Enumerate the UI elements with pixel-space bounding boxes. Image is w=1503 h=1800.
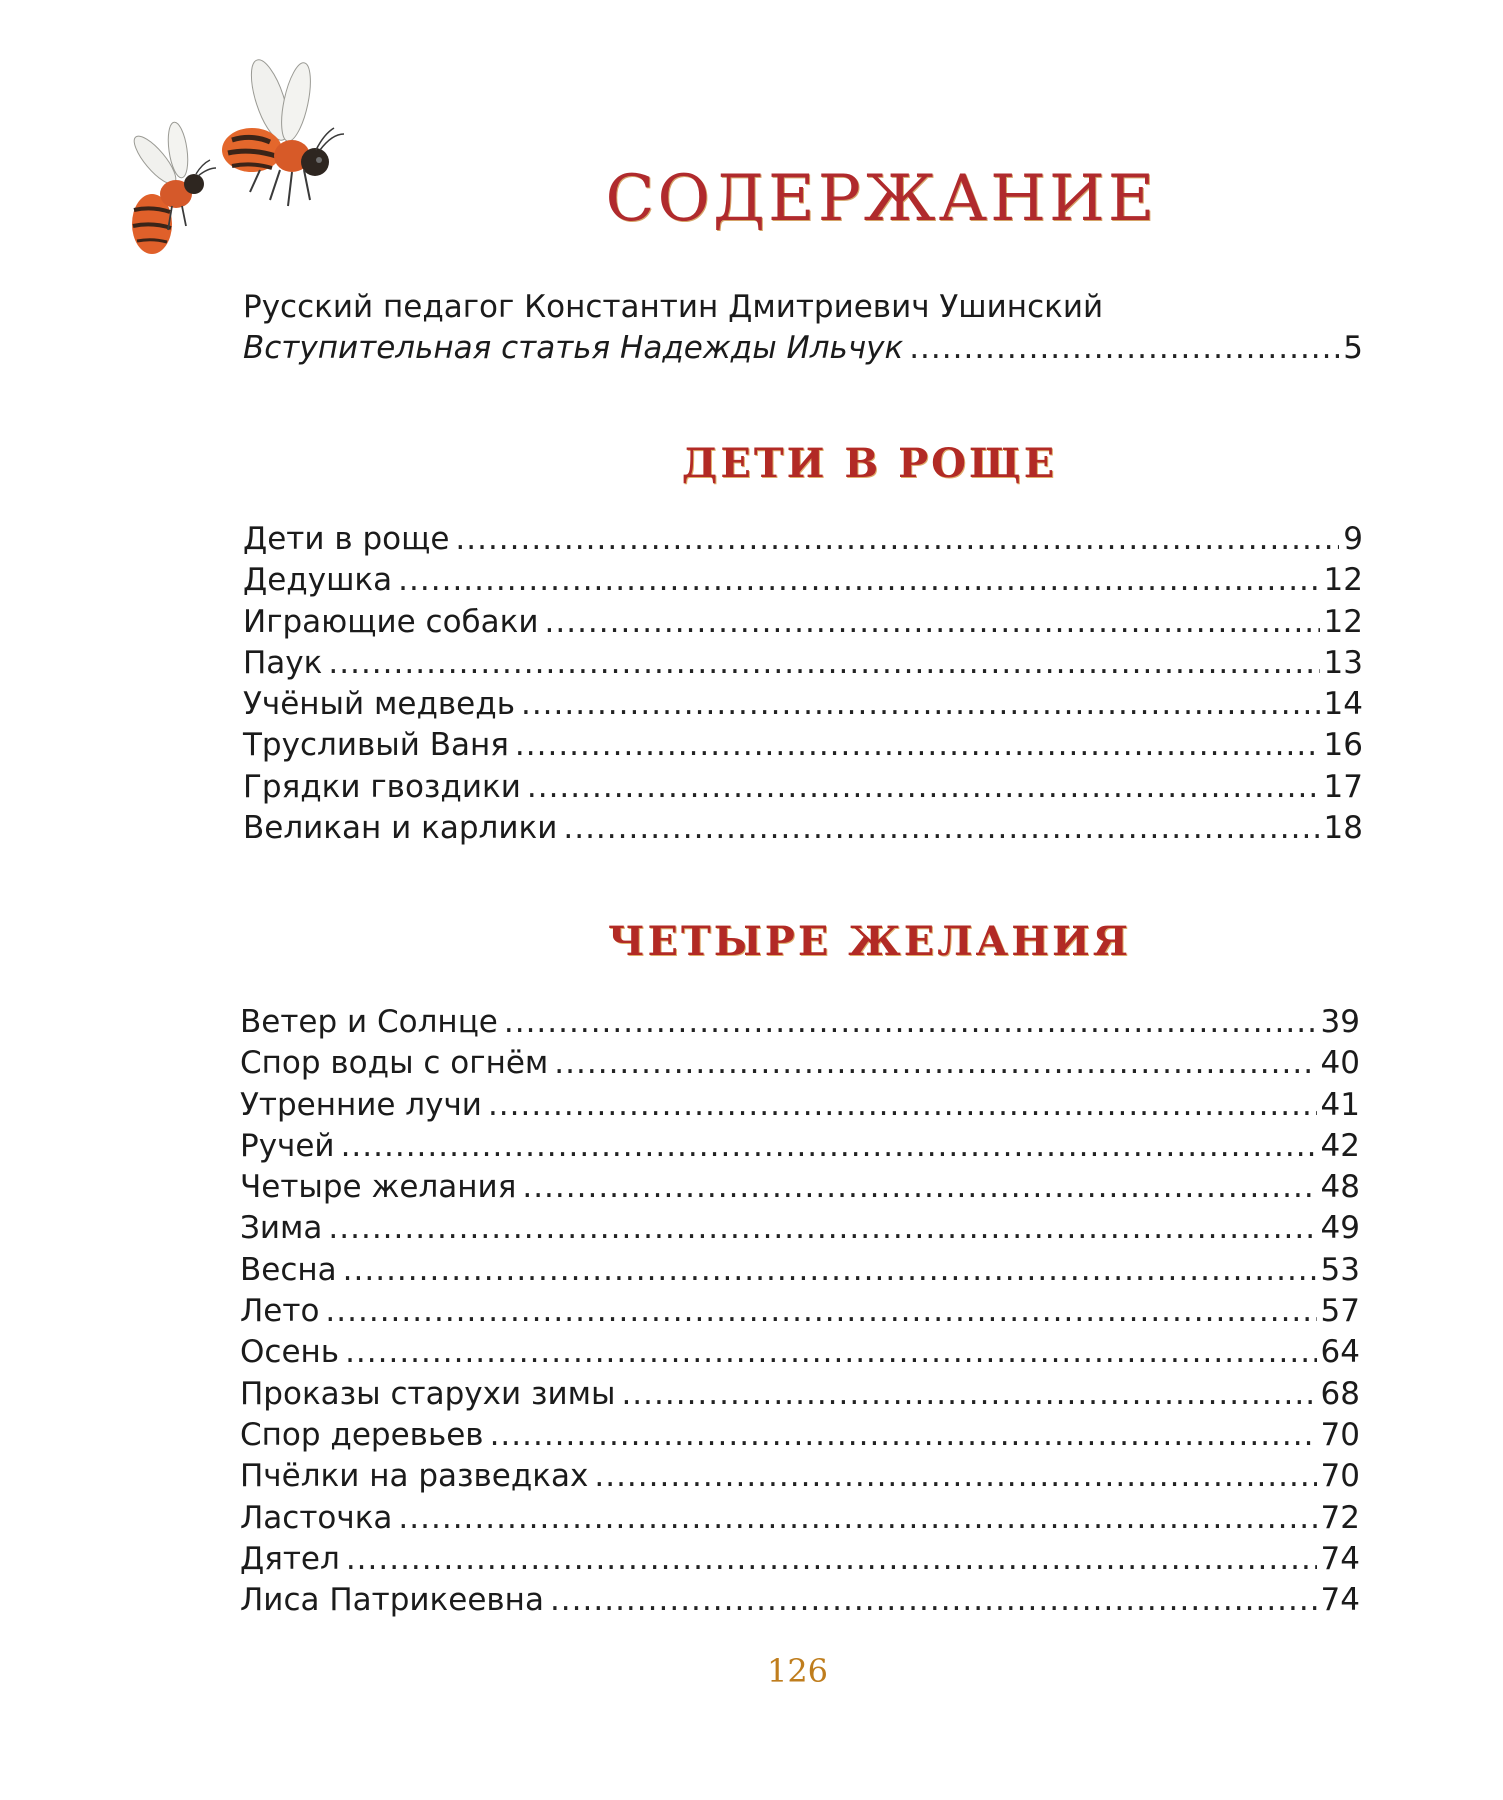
toc-entry [243, 602, 1363, 643]
toc-list [240, 1002, 1360, 1621]
toc-entry-page: 64 [1320, 1334, 1360, 1371]
toc-entry [240, 1126, 1360, 1167]
toc-entry [243, 519, 1363, 560]
toc-list [243, 519, 1363, 849]
toc-entry-page: 14 [1323, 686, 1363, 723]
toc-entry [240, 1374, 1360, 1415]
toc-entry [243, 808, 1363, 849]
toc-entry [240, 1250, 1360, 1291]
dot-leader [325, 1291, 1316, 1332]
dot-leader [515, 725, 1320, 766]
toc-entry-label: Вступительная статья Надежды Ильчук [243, 330, 904, 366]
toc-entry-label: Четыре желания [240, 1169, 517, 1206]
toc-entry-page: 17 [1323, 768, 1363, 805]
toc-entry-label: Дети в роще [243, 521, 450, 557]
toc-entry-label: Паук [243, 644, 323, 681]
dot-leader [398, 560, 1319, 601]
toc-entry-page: 16 [1323, 727, 1363, 764]
dot-leader [563, 808, 1319, 849]
dot-leader [345, 1332, 1316, 1373]
toc-entry-label: Дедушка [243, 562, 393, 599]
toc-entry-label: Ветер и Солнце [240, 1004, 498, 1040]
toc-entry [240, 1291, 1360, 1332]
toc-entry-label: Весна [240, 1251, 337, 1288]
toc-entry-page: 18 [1323, 810, 1363, 847]
toc-entry-label: Проказы старухи зимы [240, 1375, 616, 1412]
toc-entry-page: 53 [1320, 1251, 1360, 1288]
dot-leader [346, 1539, 1317, 1580]
toc-entry-page: 74 [1320, 1582, 1360, 1619]
toc-entry-label: Лето [240, 1293, 320, 1330]
toc-entry [240, 1332, 1360, 1373]
dot-leader [455, 519, 1339, 560]
toc-entry [240, 1580, 1360, 1621]
toc-entry-page: 48 [1320, 1169, 1360, 1206]
intro-title-line: Русский педагог Константин Дмитриевич Ушинский [243, 289, 1104, 325]
dot-leader [328, 1208, 1316, 1249]
toc-entry [240, 1456, 1360, 1497]
dot-leader [504, 1002, 1317, 1043]
section-title: ДЕТИ В РОЩЕ [681, 440, 1058, 487]
dot-leader [909, 328, 1339, 369]
toc-entry [240, 1167, 1360, 1208]
toc-entry [240, 1043, 1360, 1084]
toc-entry [243, 725, 1363, 766]
toc-entry-page: 49 [1320, 1210, 1360, 1247]
dot-leader [621, 1374, 1316, 1415]
toc-entry-page: 42 [1320, 1127, 1360, 1164]
toc-entry-label: Дятел [240, 1540, 340, 1577]
toc-entry [243, 767, 1363, 808]
toc-entry-label: Пчёлки на разведках [240, 1458, 589, 1495]
dot-leader [521, 684, 1320, 725]
toc-entry-page: 12 [1323, 562, 1363, 599]
toc-entry-page: 68 [1320, 1375, 1360, 1412]
toc-entry [240, 1002, 1360, 1043]
toc-entry-label: Играющие собаки [243, 603, 539, 640]
section-title: ЧЕТЫРЕ ЖЕЛАНИЯ [607, 918, 1132, 965]
toc-entry-label: Утренние лучи [240, 1086, 482, 1123]
dot-leader [550, 1580, 1317, 1621]
dot-leader [594, 1456, 1316, 1497]
toc-entry [240, 1085, 1360, 1126]
toc-entry-page: 72 [1320, 1499, 1360, 1536]
toc-entry-page: 40 [1320, 1045, 1360, 1082]
toc-entry-label: Лиса Патрикеевна [240, 1582, 544, 1619]
toc-entry [240, 1539, 1360, 1580]
toc-entry-page: 13 [1323, 644, 1363, 681]
toc-entry-page: 12 [1323, 603, 1363, 640]
toc-entry-label: Учёный медведь [243, 686, 515, 723]
toc-entry-page: 9 [1343, 521, 1363, 557]
toc-entry-label: Спор воды с огнём [240, 1045, 549, 1082]
dot-leader [490, 1415, 1317, 1456]
toc-entry-page: 57 [1320, 1293, 1360, 1330]
toc-entry-page: 5 [1343, 330, 1363, 366]
page-number: 126 [766, 1652, 829, 1690]
dot-leader [545, 602, 1320, 643]
dot-leader [554, 1043, 1316, 1084]
toc-entry-page: 70 [1320, 1416, 1360, 1453]
dot-leader [328, 643, 1319, 684]
toc-entry [240, 1415, 1360, 1456]
dot-leader [398, 1498, 1316, 1539]
toc-entry-label: Спор деревьев [240, 1416, 484, 1453]
toc-entry [240, 1208, 1360, 1249]
toc-entry-page: 41 [1320, 1086, 1360, 1123]
toc-entry [243, 643, 1363, 684]
dot-leader [527, 767, 1320, 808]
toc-entry-label: Грядки гвоздики [243, 768, 521, 805]
toc-entry [243, 328, 1363, 369]
toc-entry-page: 39 [1320, 1004, 1360, 1040]
toc-entry-label: Великан и карлики [243, 810, 558, 847]
dot-leader [341, 1126, 1317, 1167]
page-title: СОДЕРЖАНИЕ [605, 162, 1158, 236]
dot-leader [343, 1250, 1317, 1291]
toc-entry-label: Трусливый Ваня [243, 727, 509, 764]
toc-entry [243, 684, 1363, 725]
toc-entry-page: 70 [1320, 1458, 1360, 1495]
dot-leader [488, 1085, 1317, 1126]
toc-entry-label: Осень [240, 1334, 340, 1371]
intro-entry [243, 286, 1363, 369]
toc-entry-page: 74 [1320, 1540, 1360, 1577]
toc-entry-label: Ручей [240, 1127, 335, 1164]
toc-entry [243, 560, 1363, 601]
toc-entry-label: Зима [240, 1210, 323, 1247]
toc-entry-label: Ласточка [240, 1499, 393, 1536]
dot-leader [522, 1167, 1316, 1208]
toc-entry [240, 1498, 1360, 1539]
